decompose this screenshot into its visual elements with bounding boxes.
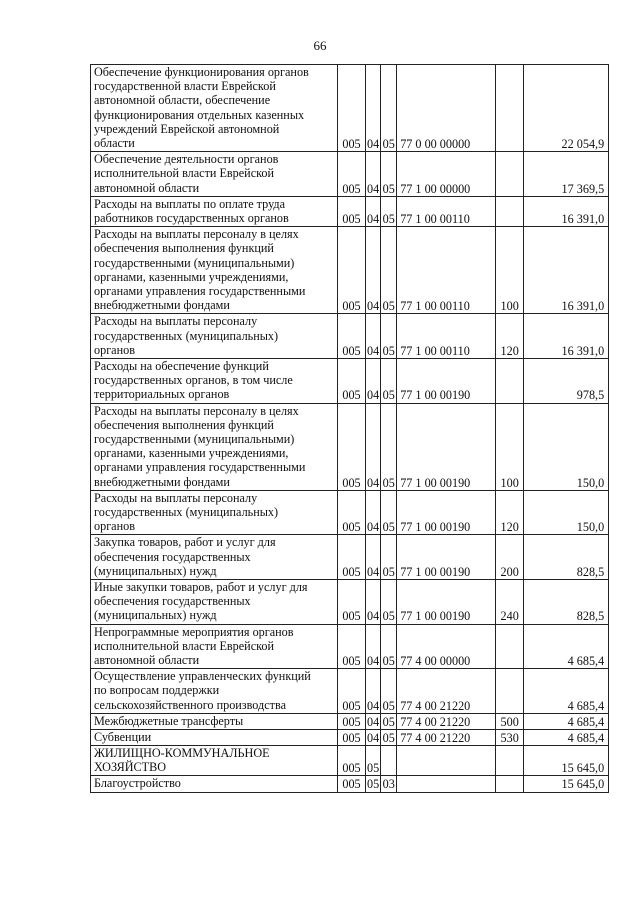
row-rz: 04 <box>367 714 380 729</box>
row-sum: 4 685,4 <box>524 713 609 729</box>
table-row <box>91 314 609 359</box>
row-pr <box>381 746 397 776</box>
row-name: Расходы на выплаты персоналу государственных (муниципальных) органов <box>91 490 338 535</box>
row-pr: 05 <box>381 227 397 314</box>
row-ved: 005 <box>338 403 366 490</box>
row-pr: 05 <box>381 579 397 624</box>
row-pr: 05 <box>381 669 397 714</box>
row-target: 77 0 00 00000 <box>397 65 496 152</box>
table-row <box>91 490 609 535</box>
row-vr <box>496 65 524 152</box>
row-rz: 04 <box>366 314 381 359</box>
table-row <box>91 624 609 669</box>
row-rz: 05 <box>366 746 381 776</box>
row-name: Расходы на обеспечение функций государственных органов, в том числе территориальных органов <box>91 358 338 403</box>
row-name: Расходы на выплаты персоналу государственных (муниципальных) органов <box>91 314 338 359</box>
row-vr <box>496 624 524 669</box>
table-row <box>91 65 609 152</box>
row-name: Субвенции <box>91 729 338 745</box>
row-target: 77 1 00 00190 <box>397 403 496 490</box>
row-sum: 16 391,0 <box>524 314 609 359</box>
row-vr: 100 <box>496 227 524 314</box>
row-rz: 05 <box>367 777 380 792</box>
row-name: Расходы на выплаты персоналу в целях обеспечения выполнения функций государственными (муниципальными) органами, казенными учреждениями, органами управления государственными внебюджетными фондами <box>91 403 338 490</box>
row-target: 77 1 00 00190 <box>397 535 496 580</box>
row-pr: 03 <box>382 777 395 792</box>
row-pr: 05 <box>381 314 397 359</box>
page-number: 66 <box>313 38 327 53</box>
row-vr: 200 <box>496 535 524 580</box>
row-ved: 005 <box>338 227 366 314</box>
row-sum: 15 645,0 <box>524 776 609 792</box>
row-vr <box>496 669 524 714</box>
row-rz: 04 <box>366 579 381 624</box>
row-target: 77 1 00 00110 <box>397 227 496 314</box>
row-sum: 4 685,4 <box>524 729 609 745</box>
row-ved: 005 <box>338 746 366 776</box>
row-rz: 04 <box>366 490 381 535</box>
row-ved: 005 <box>338 579 366 624</box>
row-vr: 530 <box>496 729 524 745</box>
row-sum: 22 054,9 <box>524 65 609 152</box>
table-row <box>91 196 609 226</box>
table-row <box>91 669 609 714</box>
row-pr: 05 <box>382 714 395 729</box>
row-target: 77 1 00 00110 <box>397 314 496 359</box>
row-pr: 05 <box>381 196 397 226</box>
row-name: Закупка товаров, работ и услуг для обеспечения государственных (муниципальных) нужд <box>91 535 338 580</box>
row-ved: 005 <box>338 776 366 792</box>
row-name: ЖИЛИЩНО-КОММУНАЛЬНОЕ ХОЗЯЙСТВО <box>91 746 338 776</box>
row-sum: 150,0 <box>524 403 609 490</box>
row-pr: 05 <box>381 490 397 535</box>
row-vr: 500 <box>496 713 524 729</box>
row-name: Непрограммные мероприятия органов исполнительной власти Еврейской автономной области <box>91 624 338 669</box>
row-vr: 240 <box>496 579 524 624</box>
budget-table <box>90 64 609 793</box>
table-row <box>91 403 609 490</box>
row-sum: 16 391,0 <box>524 196 609 226</box>
row-name: Обеспечение функционирования органов государственной власти Еврейской автономной области, обеспечение функционирования отдельных казенных учреждений Еврейской автономной области <box>91 65 338 152</box>
row-name: Иные закупки товаров, работ и услуг для обеспечения государственных (муниципальных) нужд <box>91 579 338 624</box>
row-name: Обеспечение деятельности органов исполнительной власти Еврейской автономной области <box>91 152 338 197</box>
row-name: Благоустройство <box>91 776 338 792</box>
row-rz: 04 <box>367 730 380 745</box>
row-sum: 4 685,4 <box>524 669 609 714</box>
row-target <box>397 746 496 776</box>
row-sum: 978,5 <box>524 358 609 403</box>
row-ved: 005 <box>338 65 366 152</box>
row-vr <box>496 196 524 226</box>
row-pr: 05 <box>381 535 397 580</box>
row-target: 77 1 00 00190 <box>397 579 496 624</box>
row-pr: 05 <box>382 730 395 745</box>
row-sum: 150,0 <box>524 490 609 535</box>
row-vr <box>496 776 524 792</box>
row-vr <box>496 152 524 197</box>
row-target: 77 4 00 21220 <box>397 669 496 714</box>
row-vr: 100 <box>496 403 524 490</box>
row-sum: 4 685,4 <box>524 624 609 669</box>
table-row <box>91 729 609 745</box>
row-rz: 04 <box>366 669 381 714</box>
table-row <box>91 746 609 776</box>
row-target <box>397 776 496 792</box>
row-rz: 04 <box>366 227 381 314</box>
table-row <box>91 535 609 580</box>
row-vr: 120 <box>496 314 524 359</box>
row-ved: 005 <box>338 314 366 359</box>
row-rz: 04 <box>366 152 381 197</box>
row-ved: 005 <box>338 152 366 197</box>
row-target: 77 4 00 21220 <box>397 713 496 729</box>
row-rz: 04 <box>366 358 381 403</box>
row-rz: 04 <box>366 624 381 669</box>
row-sum: 15 645,0 <box>524 746 609 776</box>
row-ved: 005 <box>338 535 366 580</box>
row-ved: 005 <box>338 196 366 226</box>
row-target: 77 4 00 21220 <box>397 729 496 745</box>
row-name: Расходы на выплаты по оплате труда работников государственных органов <box>91 196 338 226</box>
row-name: Расходы на выплаты персоналу в целях обеспечения выполнения функций государственными (муниципальными) органами, казенными учреждениями, органами управления государственными внебюджетными фондами <box>91 227 338 314</box>
table-row <box>91 227 609 314</box>
row-pr: 05 <box>381 624 397 669</box>
row-ved: 005 <box>338 669 366 714</box>
row-ved: 005 <box>338 358 366 403</box>
row-target: 77 1 00 00190 <box>397 490 496 535</box>
row-name: Осуществление управленческих функций по вопросам поддержки сельскохозяйственного производства <box>91 669 338 714</box>
row-sum: 828,5 <box>524 579 609 624</box>
row-target: 77 1 00 00190 <box>397 358 496 403</box>
row-rz: 04 <box>366 65 381 152</box>
row-rz: 04 <box>366 196 381 226</box>
row-pr: 05 <box>381 403 397 490</box>
row-sum: 828,5 <box>524 535 609 580</box>
row-ved: 005 <box>338 624 366 669</box>
table-row <box>91 713 609 729</box>
table-row <box>91 776 609 792</box>
row-vr: 120 <box>496 490 524 535</box>
row-name: Межбюджетные трансферты <box>91 713 338 729</box>
row-target: 77 4 00 00000 <box>397 624 496 669</box>
row-rz: 04 <box>366 403 381 490</box>
row-sum: 16 391,0 <box>524 227 609 314</box>
row-target: 77 1 00 00000 <box>397 152 496 197</box>
row-ved: 005 <box>338 490 366 535</box>
row-sum: 17 369,5 <box>524 152 609 197</box>
row-pr: 05 <box>381 358 397 403</box>
row-pr: 05 <box>381 152 397 197</box>
row-vr <box>496 358 524 403</box>
table-row <box>91 358 609 403</box>
row-target: 77 1 00 00110 <box>397 196 496 226</box>
row-pr: 05 <box>381 65 397 152</box>
table-row <box>91 579 609 624</box>
row-ved: 005 <box>338 729 366 745</box>
row-rz: 04 <box>366 535 381 580</box>
table-row <box>91 152 609 197</box>
row-ved: 005 <box>338 713 366 729</box>
row-vr <box>496 746 524 776</box>
